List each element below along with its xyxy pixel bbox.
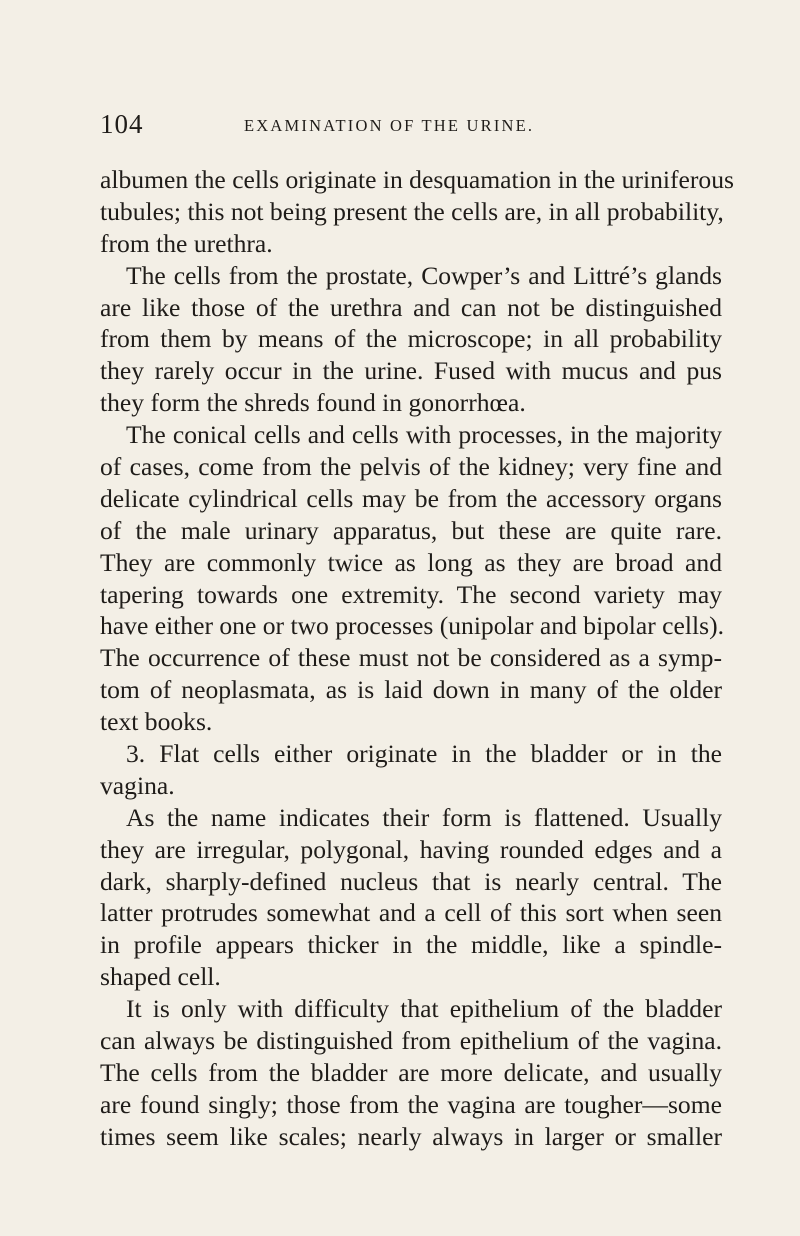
text-line: 3. Flat cells either originate in the bladder or in the [126,739,722,769]
text-line: The occurrence of these must not be considered as a symp- [100,643,722,673]
text-line: The cells from the bladder are more delicate, and usually [100,1057,722,1087]
text-line: they are irregular, polygonal, having rounded edges and a [100,834,722,864]
text-line: dark, sharply-defined nucleus that is nearly central. The [100,866,722,896]
text-line: vagina. [100,770,175,800]
text-line: text books. [100,707,213,737]
text-line: The cells from the prostate, Cowper’s and Littré’s glands [126,260,722,290]
text-line: tom of neoplasmata, as is laid down in many of the older [100,675,722,705]
text-line: shaped cell. [100,962,221,992]
text-line: As the name indicates their form is flattened. Usually [126,802,722,832]
text-line: delicate cylindrical cells may be from the accessory organs [100,483,722,513]
text-line: from the urethra. [100,228,273,258]
text-line: The conical cells and cells with processes, in the majority [126,420,722,450]
text-line: are like those of the urethra and can not be distinguished [100,292,722,322]
text-line: tapering towards one extremity. The second variety may [100,579,722,609]
text-line: times seem like scales; nearly always in larger or smaller [100,1121,722,1151]
text-line: albumen the cells originate in desquamation in the uriniferous [100,165,734,194]
text-line: have either one or two processes (unipolar and bipolar cells). [100,611,724,641]
text-line: in profile appears thicker in the middle, like a spindle- [100,930,722,960]
page-number: 104 [100,109,144,139]
text-line: from them by means of the microscope; in all probability [100,324,722,354]
body-text [100,164,734,1153]
page-header [100,109,722,145]
text-line: tubules; this not being present the cells are, in all probability, [100,196,724,226]
text-line: can always be distinguished from epithelium of the vagina. [100,1026,722,1056]
text-line: of cases, come from the pelvis of the kidney; very fine and [100,452,722,482]
text-line: latter protrudes somewhat and a cell of this sort when seen [100,898,722,928]
text-line: of the male urinary apparatus, but these are quite rare. [100,515,722,545]
text-line: They are commonly twice as long as they are broad and [100,547,722,577]
text-line: It is only with difficulty that epithelium of the bladder [126,994,722,1024]
running-head: EXAMINATION OF THE URINE. [244,116,535,135]
text-line: they form the shreds found in gonorrhœa. [100,388,526,418]
text-line: they rarely occur in the urine. Fused with mucus and pus [100,356,722,386]
text-line: are found singly; those from the vagina are tougher—some [100,1089,722,1119]
